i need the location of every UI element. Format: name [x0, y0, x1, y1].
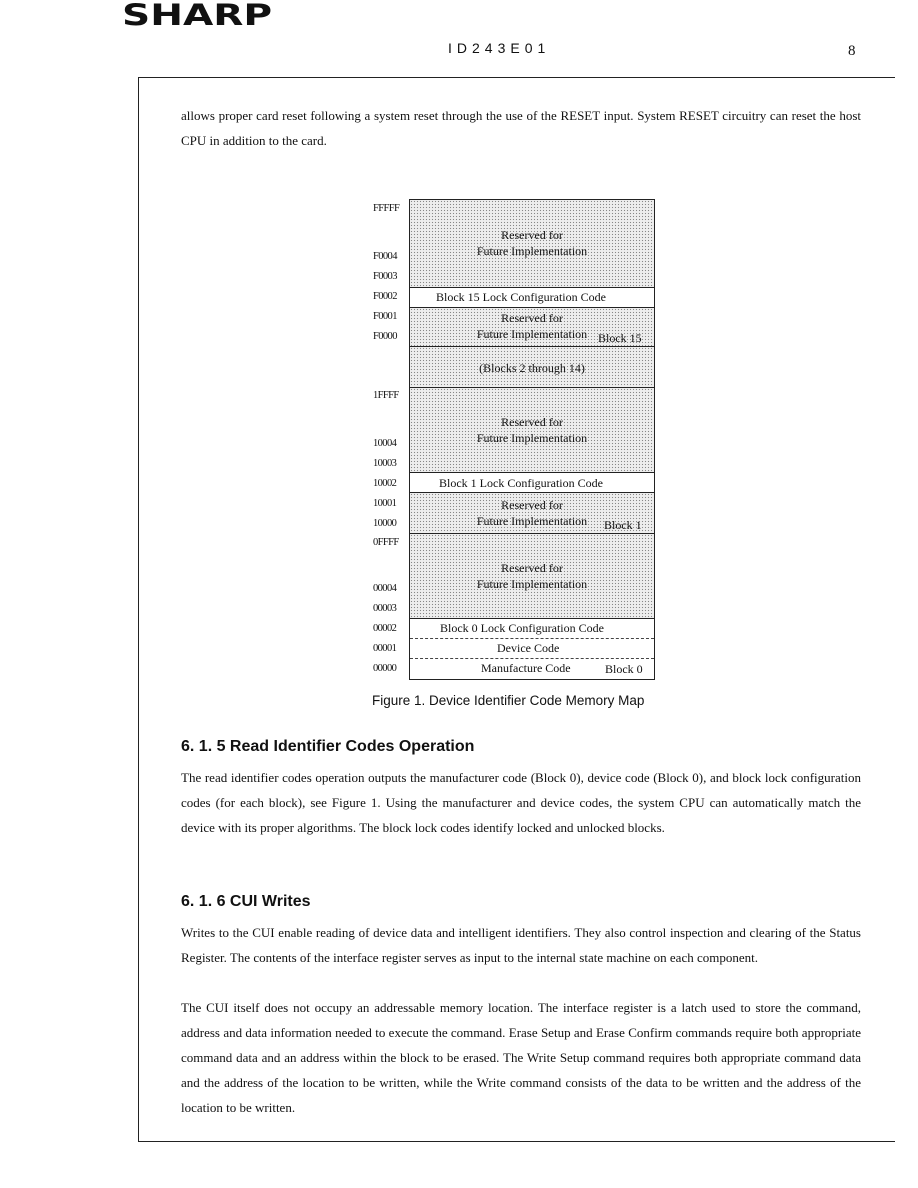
reserved-label: Reserved for Future Implementation: [476, 561, 588, 591]
address-label: 0FFFF: [373, 537, 399, 548]
block15-lock-label: Block 15 Lock Configuration Code: [436, 290, 606, 304]
address-label: 10004: [373, 438, 397, 449]
intro-paragraph: allows proper card reset following a system reset through the use of the RESET input. System RESET circuitry can reset the host CPU in addition to the card.: [181, 108, 861, 148]
sharp-logo: SHARP: [122, 0, 273, 32]
address-label: 00002: [373, 623, 397, 634]
blocks-2-14-label: (Blocks 2 through 14): [479, 361, 585, 375]
address-label: 10001: [373, 498, 397, 509]
block1-lock-label: Block 1 Lock Configuration Code: [439, 476, 603, 490]
section-616-body-2: The CUI itself does not occupy an addressable memory location. The interface register is a latch used to store the command, address and data information needed to execute the command. Erase Setup and Erase Confirm commands require both appropriate command data and an address within the block to be erased. The Write Setup command requires both appropriate command data and the address of the location to be written, while the Write command consists of the data to be written and the address of the location to be written.: [181, 1000, 861, 1115]
block0-lock-label: Block 0 Lock Configuration Code: [440, 621, 604, 635]
address-label: 10003: [373, 458, 397, 469]
block0-label: Block 0: [605, 662, 643, 676]
device-code-label: Device Code: [497, 641, 560, 655]
address-label: F0002: [373, 291, 397, 302]
address-label: F0004: [373, 251, 397, 262]
address-label: 00004: [373, 583, 397, 594]
address-label: 1FFFF: [373, 390, 399, 401]
address-label: 10002: [373, 478, 397, 489]
section-615-body: The read identifier codes operation outputs the manufacturer code (Block 0), device code (Block 0), and block lock configuration codes (for each block), see Figure 1. Using the manufacturer and device codes, the system CPU can automatically match the device with its proper algorithms. The block lock codes identify locked and unlocked blocks.: [181, 770, 861, 835]
reserved-label: Reserved for Future Implementation: [476, 415, 588, 445]
address-label: F0000: [373, 331, 397, 342]
address-label: FFFFF: [373, 203, 400, 214]
reserved-label: Reserved for Future Implementation: [476, 311, 588, 341]
address-label: 10000: [373, 518, 397, 529]
address-label: F0003: [373, 271, 397, 282]
memory-map: [409, 199, 655, 680]
address-label: 00000: [373, 663, 397, 674]
block1-label: Block 1: [604, 518, 642, 532]
section-616-body-1: Writes to the CUI enable reading of device data and intelligent identifiers. They also control inspection and clearing of the Status Register. The contents of the interface register serves as input to the internal state machine on each component.: [181, 925, 861, 965]
reserved-label: Reserved for Future Implementation: [476, 498, 588, 528]
section-616-heading: 6. 1. 6 CUI Writes: [181, 893, 311, 910]
manufacture-code-label: Manufacture Code: [481, 661, 571, 675]
figure-caption: Figure 1. Device Identifier Code Memory Map: [372, 693, 645, 708]
page-number: 8: [848, 43, 856, 59]
address-label: 00003: [373, 603, 397, 614]
block15-label: Block 15: [598, 331, 642, 345]
section-615-heading: 6. 1. 5 Read Identifier Codes Operation: [181, 738, 475, 755]
address-label: 00001: [373, 643, 397, 654]
document-id: ID243E01: [448, 40, 551, 56]
reserved-label: Reserved for Future Implementation: [476, 228, 588, 258]
address-label: F0001: [373, 311, 397, 322]
